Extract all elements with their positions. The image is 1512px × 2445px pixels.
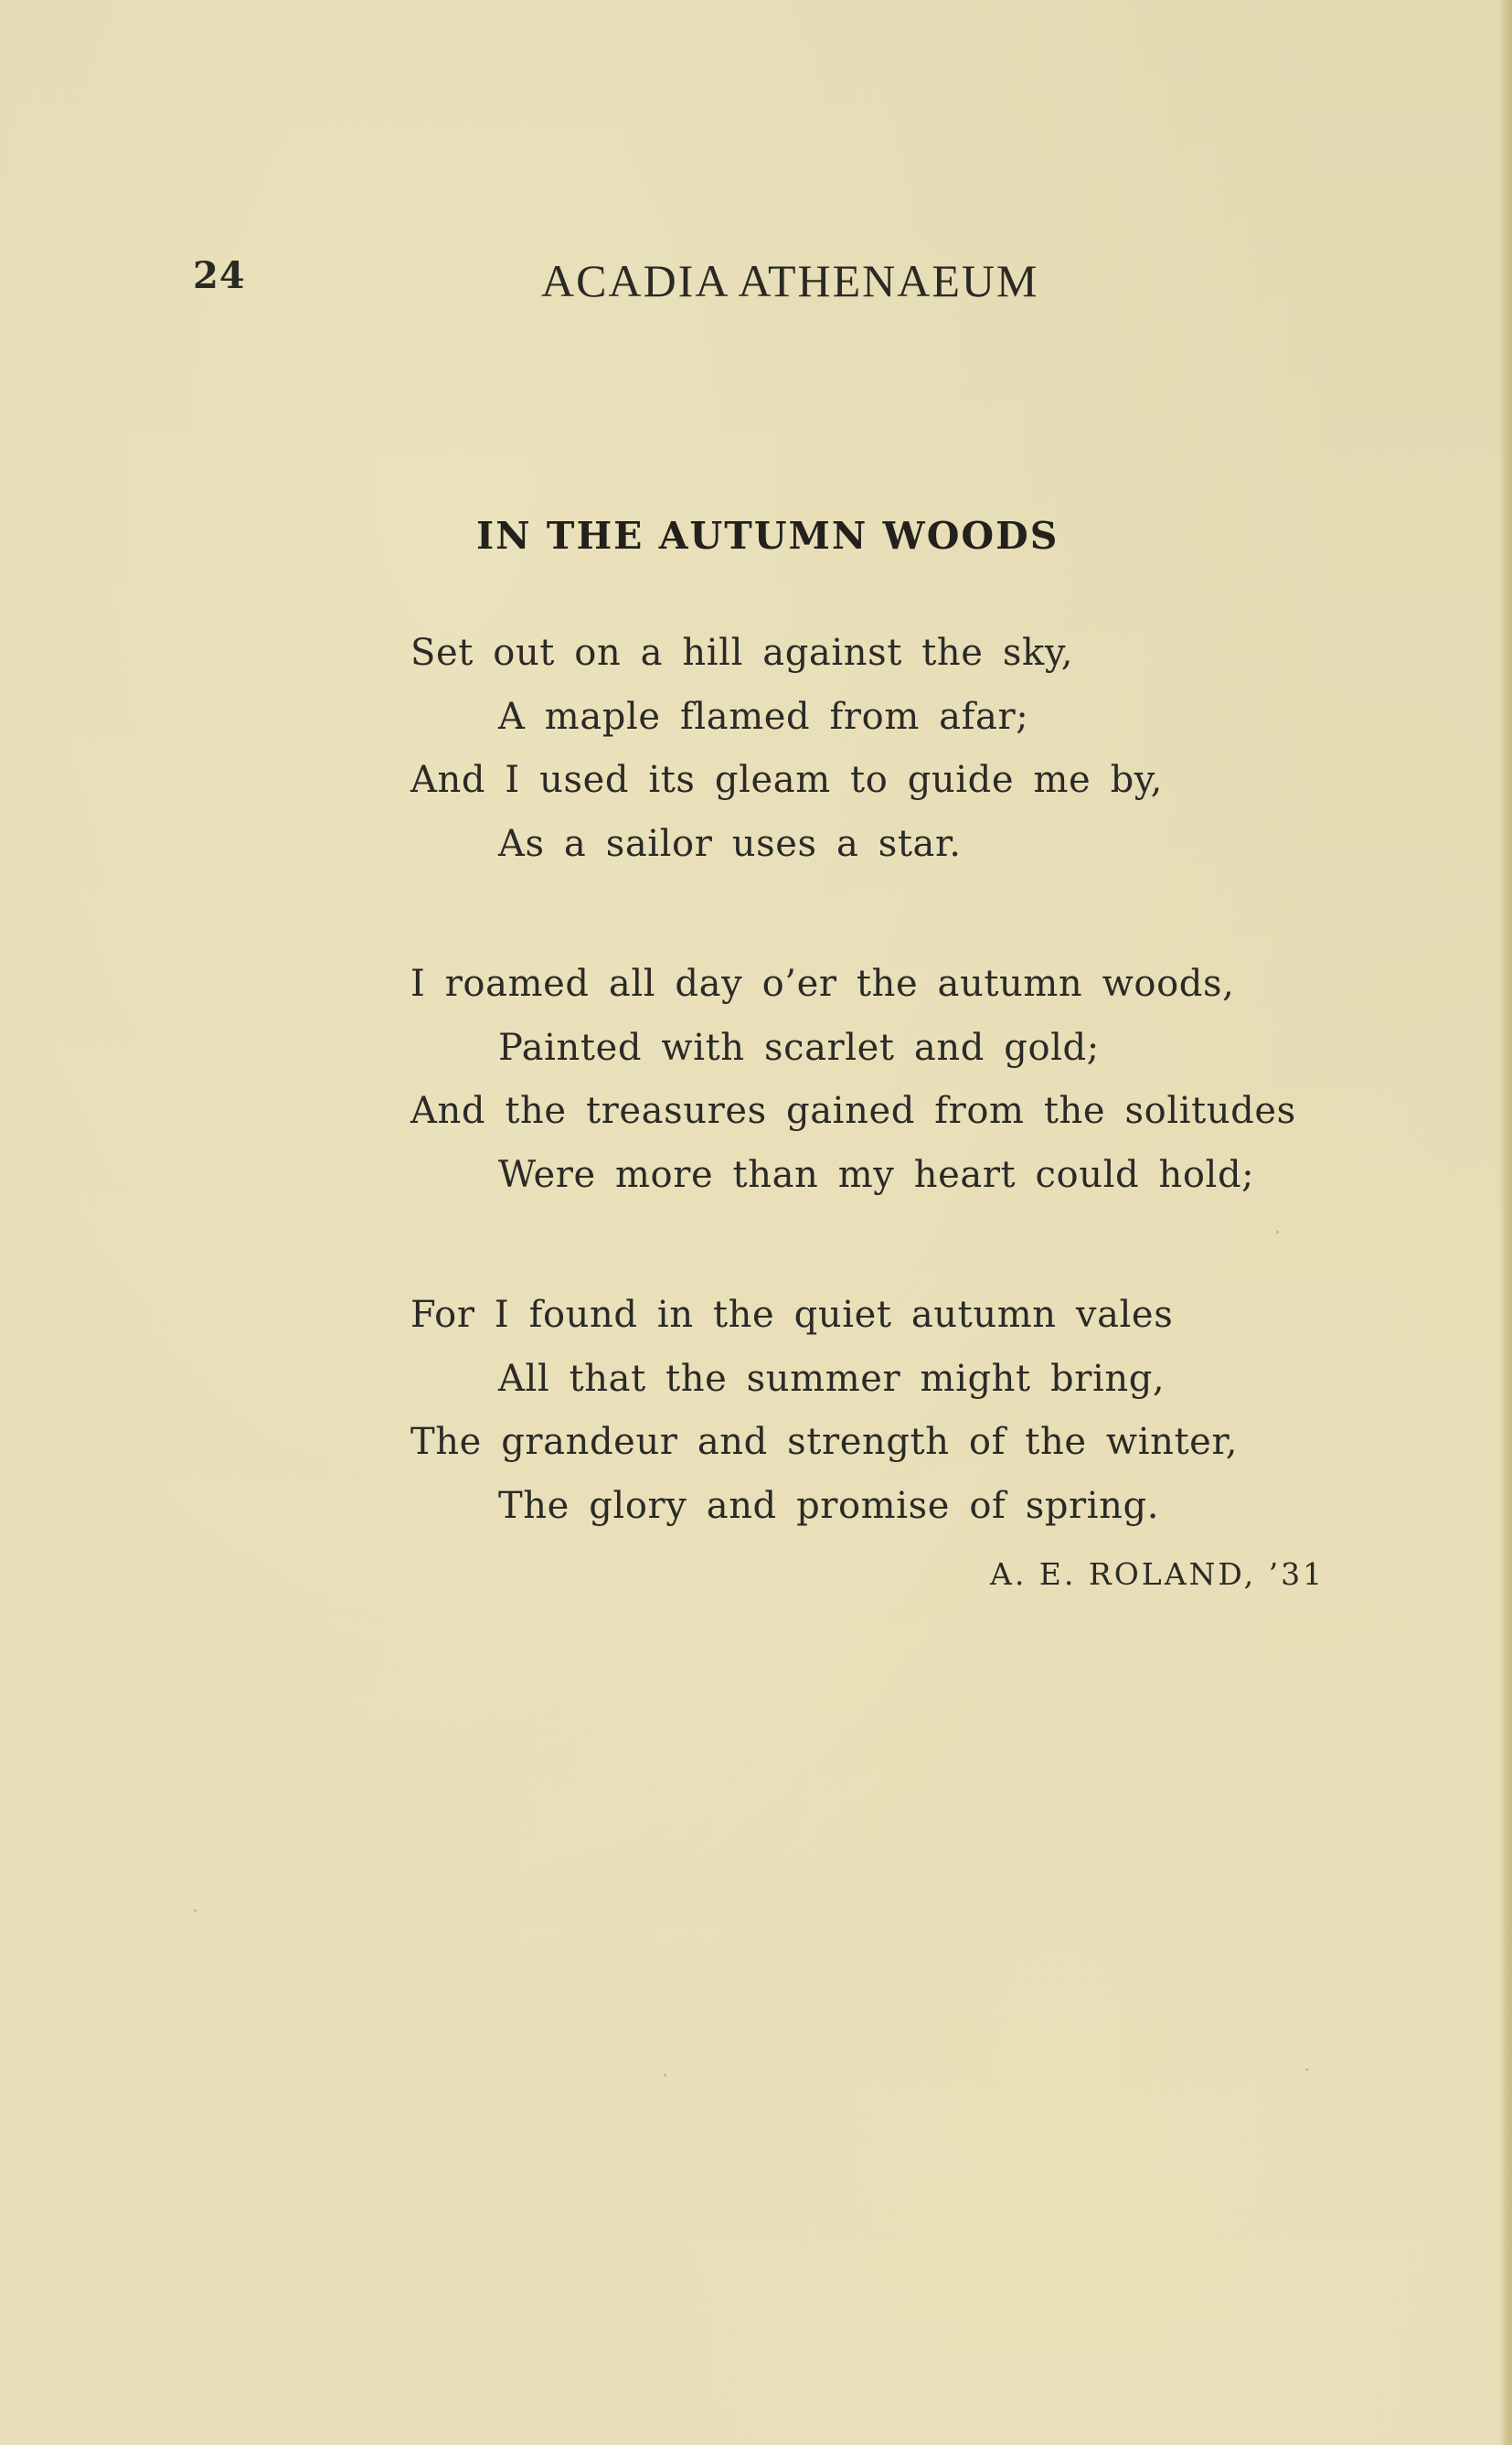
paper-speck [1305, 2068, 1308, 2071]
poem-title: IN THE AUTUMN WOODS [476, 514, 1059, 558]
stanza-2 [410, 953, 1416, 1207]
page-number: 24 [193, 254, 246, 297]
poem-line: I roamed all day o’er the autumn woods, [410, 963, 1235, 1005]
poem-line: The grandeur and strength of the winter, [410, 1421, 1239, 1463]
author-signature: A. E. ROLAND, ’31 [990, 1556, 1326, 1592]
poem-line: Set out on a hill against the sky, [410, 632, 1074, 674]
paper-speck [664, 2074, 666, 2077]
poem-body [410, 622, 1416, 1615]
journal-title: ACADIA ATHENAEUM [541, 255, 1039, 306]
poem-line: For I found in the quiet autumn vales [410, 1294, 1174, 1336]
poem-line: Painted with scarlet and gold; [498, 1026, 1100, 1069]
poem-line: A maple flamed from afar; [498, 695, 1029, 738]
page-edge-shadow [1499, 0, 1512, 2445]
poem-line: And I used its gleam to guide me by, [410, 759, 1163, 801]
stanza-1 [410, 622, 1416, 876]
running-head [0, 254, 1512, 309]
poem-line: And the treasures gained from the solitudes [410, 1090, 1296, 1132]
paper-speck [194, 1909, 197, 1912]
stanza-3 [410, 1284, 1416, 1538]
poem-line: The glory and promise of spring. [498, 1484, 1160, 1527]
poem-line: Were more than my heart could hold; [498, 1153, 1255, 1196]
poem-line: All that the summer might bring, [498, 1357, 1166, 1400]
paper-speck [1276, 1231, 1279, 1233]
poem-line: As a sailor uses a star. [498, 822, 962, 865]
